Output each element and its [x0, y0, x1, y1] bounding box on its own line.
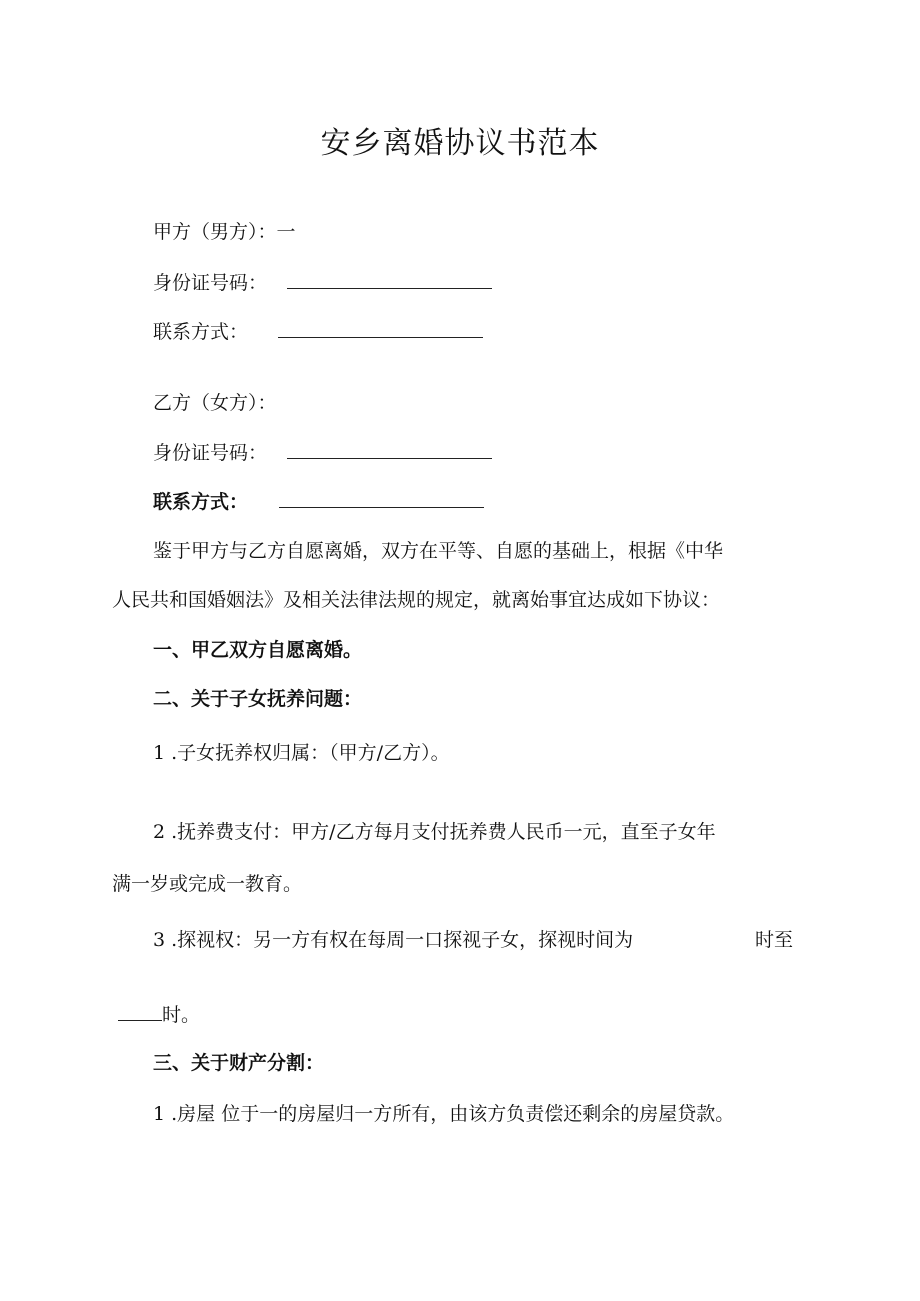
party-b-id-row	[153, 438, 492, 467]
party-a-contact-row	[153, 317, 483, 346]
section-2-heading: 二、关于子女抚养问题：	[153, 688, 363, 710]
item-2-1: 1 .子女抚养权归属：（甲方/乙方）。	[153, 742, 450, 764]
party-b-contact-label: 联系方式：	[153, 491, 249, 513]
section-3-heading: 三、关于财产分割：	[153, 1052, 325, 1074]
item-2-2-line-2: 满一岁或完成一教育。	[112, 873, 303, 895]
section-1-heading: 一、甲乙双方自愿离婚。	[153, 639, 363, 661]
preamble-line-1: 鉴于甲方与乙方自愿离婚，双方在平等、自愿的基础上，根据《中华	[153, 540, 724, 562]
party-a-id-label: 身份证号码：	[153, 272, 268, 294]
item-2-3-line-1: 3 .探视权：另一方有权在每周一口探视子女，探视时间为	[153, 929, 634, 951]
party-b-contact-row	[153, 487, 484, 516]
party-a-id-row	[153, 268, 492, 297]
party-b-label: 乙方（女方）：	[153, 392, 277, 414]
item-2-3-line-2	[118, 1000, 200, 1029]
party-a-contact-label: 联系方式：	[153, 321, 249, 343]
item-2-3-line-2-end: 时。	[162, 1004, 201, 1026]
party-a-contact-blank	[278, 317, 483, 338]
preamble-line-2: 人民共和国婚姻法》及相关法律法规的规定，就离始事宜达成如下协议：	[112, 589, 721, 611]
document-title: 安乡离婚协议书范本	[320, 126, 600, 161]
item-2-2-line-1: 2 .抚养费支付：甲方/乙方每月支付抚养费人民币一元，直至子女年	[153, 821, 716, 843]
party-a-label: 甲方（男方）：一	[153, 221, 296, 243]
item-2-3-line-1-end: 时至	[755, 929, 794, 951]
party-b-contact-blank	[279, 487, 484, 508]
party-b-id-blank	[287, 438, 492, 459]
item-3-1: 1 .房屋 位于一的房屋归一方所有，由该方负责偿还剩余的房屋贷款。	[153, 1103, 735, 1125]
visit-end-hour-blank	[118, 1000, 162, 1021]
party-a-id-blank	[287, 268, 492, 289]
party-b-id-label: 身份证号码：	[153, 442, 268, 464]
